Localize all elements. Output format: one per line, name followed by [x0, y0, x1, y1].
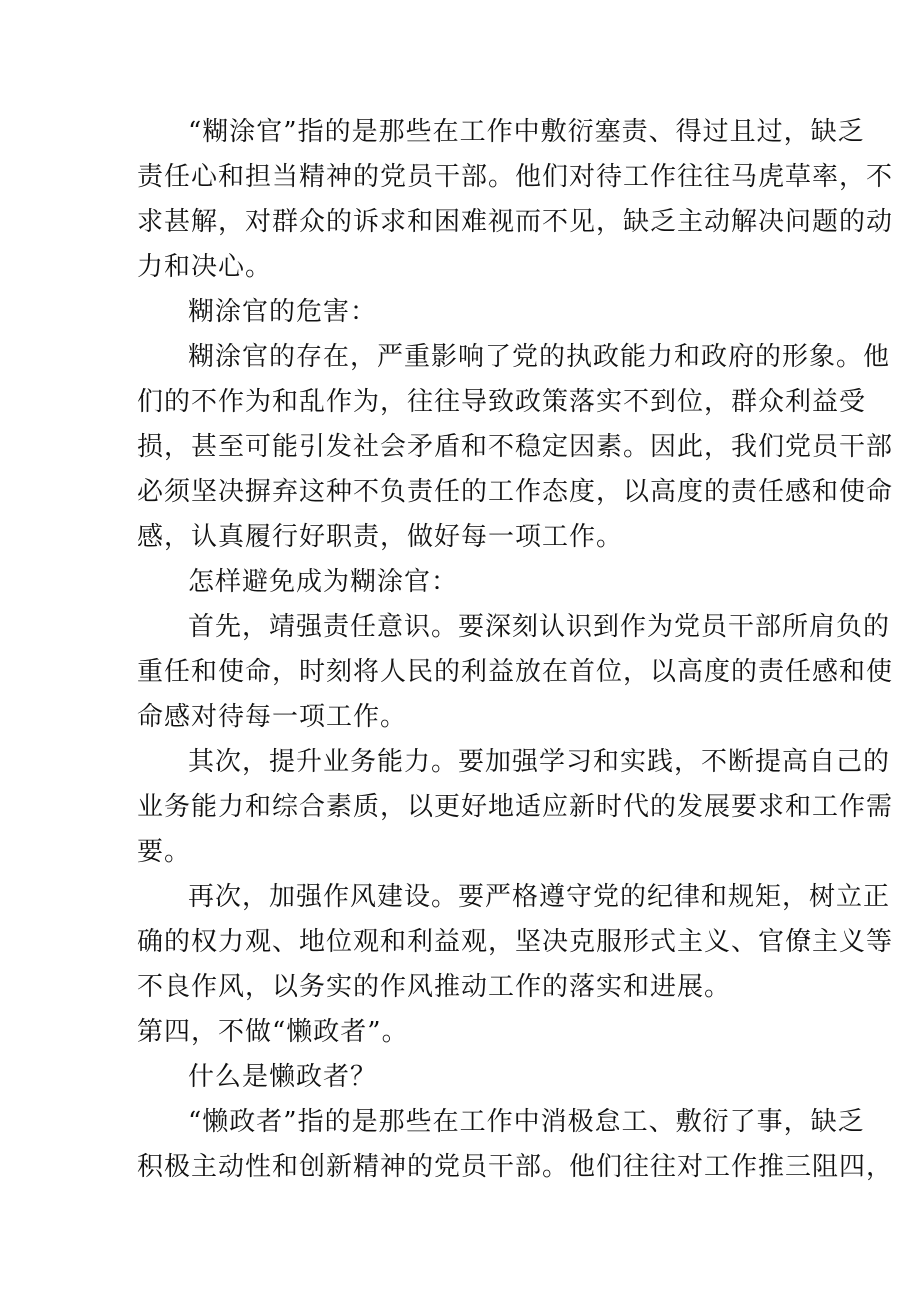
paragraph-line: “懒政者”指的是那些在工作中消极怠工、敷衍了事，缺乏: [188, 1107, 865, 1137]
paragraph-line: 命感对待每一项工作。: [137, 702, 408, 732]
paragraph-line: 重任和使命，时刻将人民的利益放在首位，以高度的责任感和使: [137, 657, 894, 687]
paragraph-line: “糊涂官”指的是那些在工作中敷衍塞责、得过且过，缺乏: [188, 117, 865, 147]
paragraph-line: 感，认真履行好职责，做好每一项工作。: [137, 522, 624, 552]
paragraph-line: 业务能力和综合素质，以更好地适应新时代的发展要求和工作需: [137, 792, 894, 822]
paragraph-line: 积极主动性和创新精神的党员干部。他们往往对工作推三阻四，: [137, 1152, 894, 1182]
paragraph-line: 要。: [137, 837, 192, 867]
paragraph-line: 责任心和担当精神的党员干部。他们对待工作往往马虎草率，不: [137, 162, 894, 192]
paragraph-line: 其次，提升业务能力。要加强学习和实践，不断提高自己的: [188, 747, 891, 777]
paragraph-line: 确的权力观、地位观和利益观，坚决克服形式主义、官僚主义等: [137, 927, 894, 957]
paragraph-line: 糊涂官的存在，严重影响了党的执政能力和政府的形象。他: [188, 342, 891, 372]
paragraph-line: 们的不作为和乱作为，往往导致政策落实不到位，群众利益受: [137, 387, 867, 417]
paragraph-line: 损，甚至可能引发社会矛盾和不稳定因素。因此，我们党员干部: [137, 432, 894, 462]
paragraph-line: 首先，靖强责任意识。要深刻认识到作为党员干部所肩负的: [188, 612, 891, 642]
paragraph-line: 力和决心。: [137, 252, 273, 282]
paragraph-line: 不良作风，以务实的作风推动工作的落实和进展。: [137, 972, 732, 1002]
section-heading: 糊涂官的危害：: [188, 297, 378, 327]
paragraph-line: 再次，加强作风建设。要严格遵守党的纪律和规矩，树立正: [188, 882, 891, 912]
section-heading: 怎样避免成为糊涂官：: [188, 567, 459, 597]
section-heading: 第四，不做“懒政者”。: [137, 1017, 409, 1047]
paragraph-line: 必须坚决摒弃这种不负责任的工作态度，以高度的责任感和使命: [137, 477, 894, 507]
section-heading: 什么是懒政者？: [188, 1062, 378, 1092]
paragraph-line: 求甚解，对群众的诉求和困难视而不见，缺乏主动解决问题的动: [137, 207, 894, 237]
